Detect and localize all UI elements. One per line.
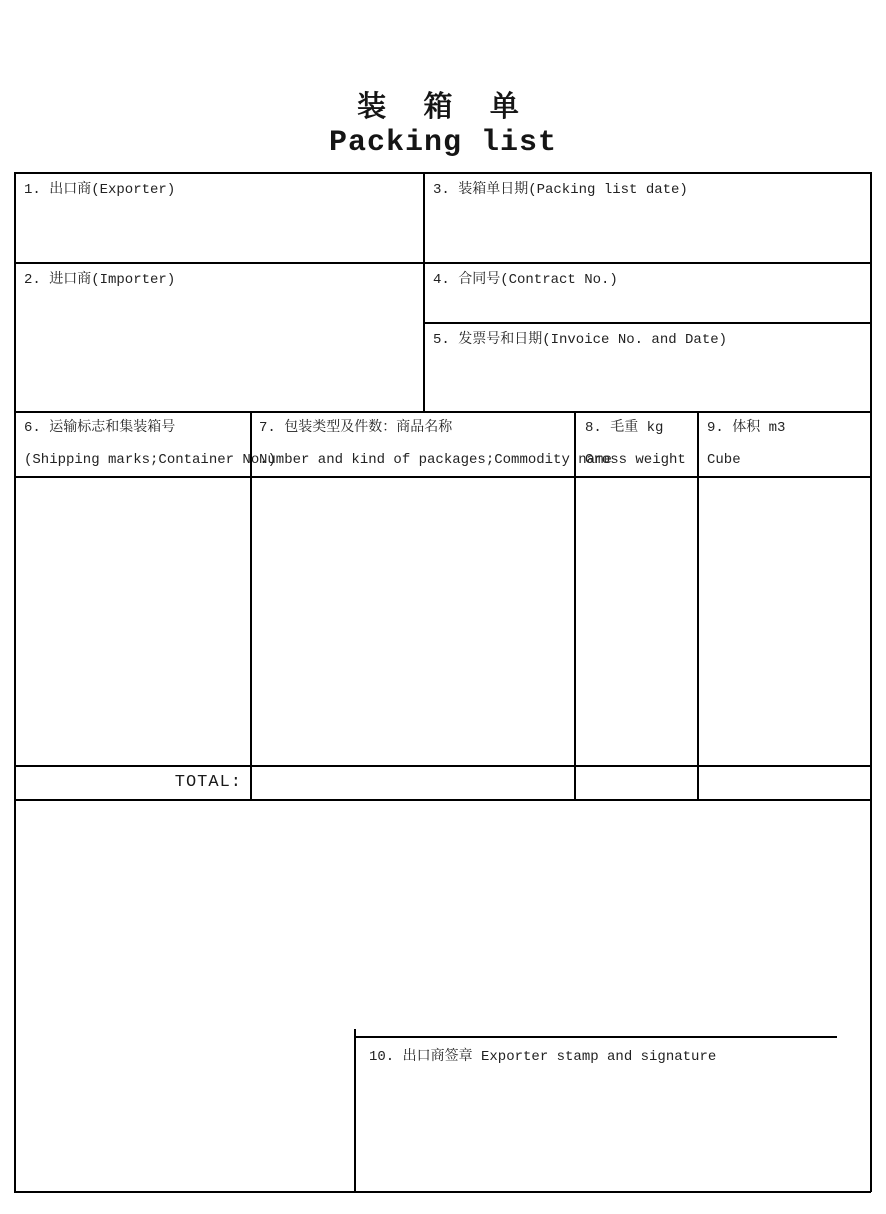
table-border-top — [14, 172, 871, 174]
shipping-marks-header-zh: 6. 运输标志和集装箱号 — [24, 420, 176, 436]
shipping-marks-header-en: (Shipping marks;Container No.) — [24, 452, 277, 468]
shipping-marks-input-area[interactable] — [16, 478, 248, 763]
importer-input-area[interactable] — [16, 290, 421, 409]
exporter-stamp-input-area[interactable] — [356, 1070, 869, 1190]
exporter-stamp-label: 10. 出口商签章 Exporter stamp and signature — [369, 1049, 717, 1065]
packages-commodity-input-area[interactable] — [252, 478, 572, 763]
stamp-box-border-top — [355, 1036, 837, 1038]
total-label: TOTAL: — [174, 773, 242, 792]
exporter-input-area[interactable] — [16, 202, 421, 260]
table-border-right — [870, 172, 872, 1192]
total-cube-input-area[interactable] — [699, 767, 868, 798]
invoice-no-date-input-area[interactable] — [426, 350, 869, 409]
cube-header-en: Cube — [707, 452, 741, 468]
packing-list-date-input-area[interactable] — [426, 202, 869, 260]
gross-weight-header-en: Gross weight — [585, 452, 686, 468]
importer-label: 2. 进口商(Importer) — [24, 272, 176, 288]
packages-commodity-header-en: Number and kind of packages;Commodity name — [259, 452, 612, 468]
contract-no-label: 4. 合同号(Contract No.) — [433, 272, 618, 288]
exporter-label: 1. 出口商(Exporter) — [24, 182, 176, 198]
document-title-chinese: 装 箱 单 — [357, 92, 529, 125]
total-packages-input-area[interactable] — [252, 767, 572, 798]
table-border-bottom — [14, 1191, 871, 1193]
notes-input-area[interactable] — [16, 801, 869, 1027]
cube-input-area[interactable] — [699, 478, 868, 763]
contract-no-input-area[interactable] — [426, 290, 869, 320]
gross-weight-input-area[interactable] — [576, 478, 695, 763]
table-border-header-top — [14, 411, 871, 413]
cube-header-zh: 9. 体积 m3 — [707, 420, 786, 436]
total-gross-weight-input-area[interactable] — [576, 767, 695, 798]
document-title-english: Packing list — [328, 126, 558, 160]
packing-list-date-label: 3. 装箱单日期(Packing list date) — [433, 182, 688, 198]
table-border-row1-bottom — [14, 262, 871, 264]
table-border-cell4-bottom — [424, 322, 871, 324]
invoice-no-date-label: 5. 发票号和日期(Invoice No. and Date) — [433, 332, 728, 348]
table-border-mid-rows12 — [423, 172, 425, 412]
packages-commodity-header-zh: 7. 包装类型及件数：商品名称 — [259, 420, 453, 436]
gross-weight-header-zh: 8. 毛重 kg — [585, 420, 664, 436]
